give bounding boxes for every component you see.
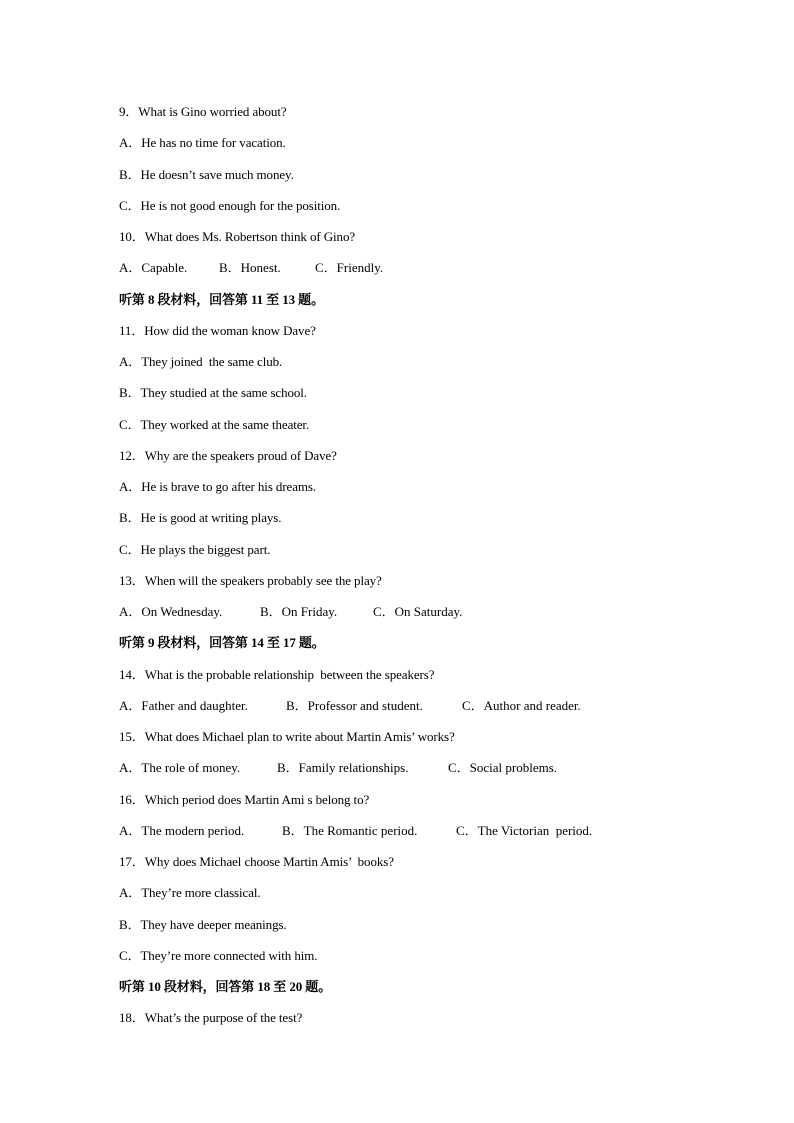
answer-option: A．They joined the same club.: [119, 354, 283, 369]
option-row: [119, 760, 719, 776]
section-heading: 听第 8 段材料，回答第 11 至 13 题。: [119, 292, 324, 307]
answer-option: C．On Saturday.: [373, 604, 463, 619]
question-text: 14．What is the probable relationship between the speakers?: [119, 667, 435, 682]
option-row: [119, 604, 719, 620]
answer-option: C．Friendly.: [315, 260, 384, 275]
answer-option: C．Social problems.: [448, 760, 558, 775]
answer-option: C．He plays the biggest part.: [119, 542, 271, 557]
answer-option: B．On Friday.: [260, 604, 338, 619]
answer-option: A．Father and daughter.: [119, 698, 248, 713]
answer-option: B．He doesn’t save much money.: [119, 167, 294, 182]
answer-option: B．The Romantic period.: [282, 823, 418, 838]
answer-option: A．On Wednesday.: [119, 604, 223, 619]
question-text: 17．Why does Michael choose Martin Amis’ books?: [119, 854, 394, 869]
answer-option: A．The role of money.: [119, 760, 241, 775]
answer-option: B．He is good at writing plays.: [119, 510, 282, 525]
answer-option: A．They’re more classical.: [119, 885, 261, 900]
answer-option: B．They studied at the same school.: [119, 385, 307, 400]
question-text: 16．Which period does Martin Ami s belong to?: [119, 792, 370, 807]
option-row: [119, 260, 719, 276]
answer-option: B．Professor and student.: [286, 698, 423, 713]
question-text: 12．Why are the speakers proud of Dave?: [119, 448, 337, 463]
answer-option: B．Family relationships.: [277, 760, 409, 775]
question-text: 9．What is Gino worried about?: [119, 104, 287, 119]
answer-option: A．He has no time for vacation.: [119, 135, 286, 150]
section-heading: 听第 9 段材料，回答第 14 至 17 题。: [119, 635, 325, 650]
answer-option: A．He is brave to go after his dreams.: [119, 479, 317, 494]
option-row: [119, 698, 719, 714]
question-text: 10．What does Ms. Robertson think of Gino?: [119, 229, 356, 244]
question-text: 11．How did the woman know Dave?: [119, 323, 316, 338]
option-row: [119, 823, 719, 839]
answer-option: C．The Victorian period.: [456, 823, 593, 838]
answer-option: C．They worked at the same theater.: [119, 417, 310, 432]
answer-option: C．They’re more connected with him.: [119, 948, 318, 963]
answer-option: A．The modern period.: [119, 823, 245, 838]
answer-option: B．They have deeper meanings.: [119, 917, 287, 932]
question-text: 13．When will the speakers probably see the play?: [119, 573, 382, 588]
answer-option: B．Honest.: [219, 260, 281, 275]
question-text: 18．What’s the purpose of the test?: [119, 1010, 303, 1025]
answer-option: C．He is not good enough for the position.: [119, 198, 341, 213]
question-text: 15．What does Michael plan to write about Martin Amis’ works?: [119, 729, 455, 744]
answer-option: A．Capable.: [119, 260, 188, 275]
section-heading: 听第 10 段材料，回答第 18 至 20 题。: [119, 979, 332, 994]
answer-option: C．Author and reader.: [462, 698, 581, 713]
